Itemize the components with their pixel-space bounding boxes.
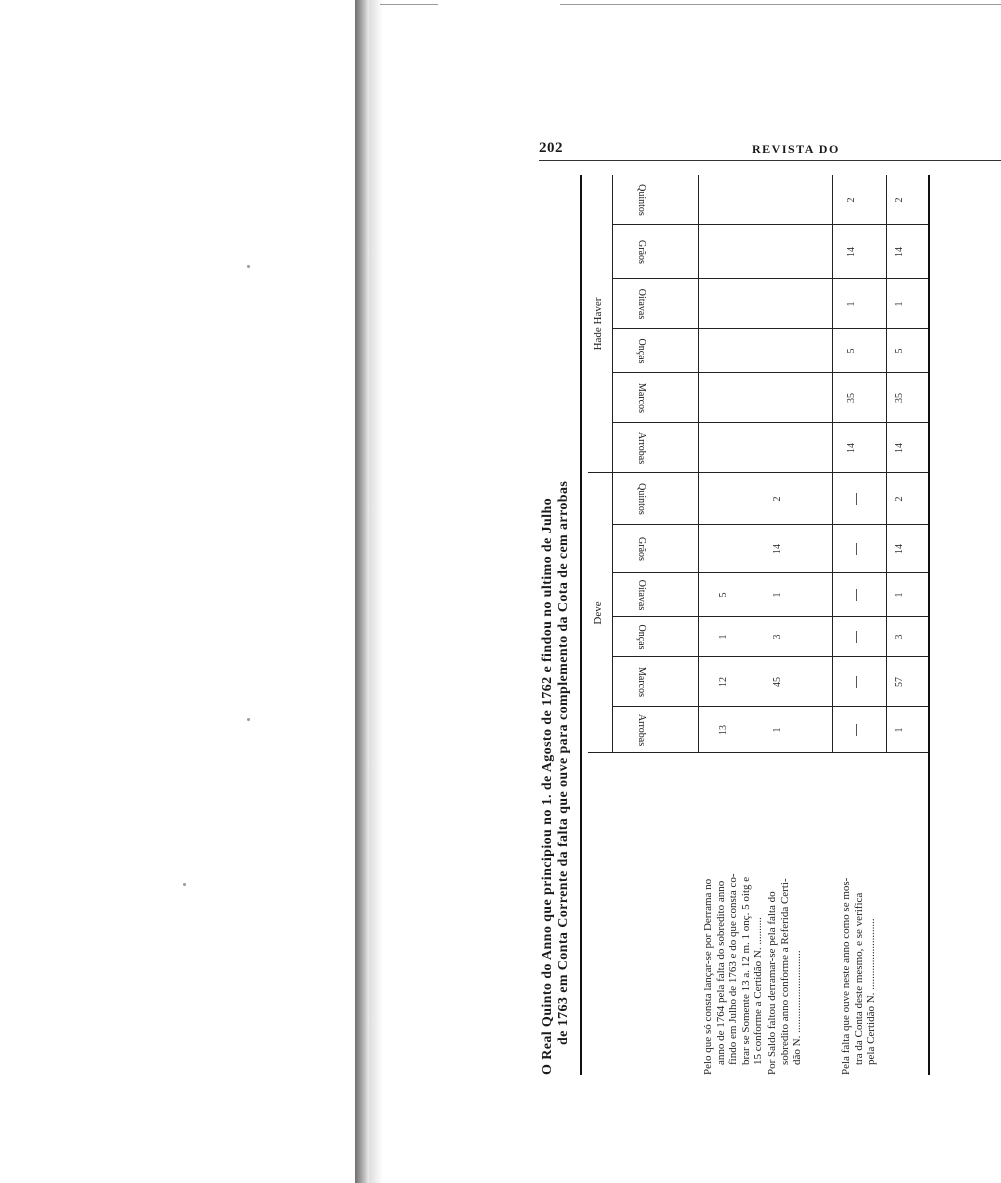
book-gutter xyxy=(355,0,369,1183)
table-title-line-2: de 1763 em Conta Corrente da falta que ouve para complemento da Cota de cem arrobas xyxy=(556,480,571,1045)
blank-dash xyxy=(856,543,857,555)
credit-total-graos: 14 xyxy=(894,247,905,257)
debit-total-oncas: 3 xyxy=(894,634,905,640)
entry-1-line: Pelo que só consta lançar-se por Derrama no xyxy=(702,878,714,1075)
debit-total-arrobas: 1 xyxy=(894,727,905,733)
debit-r1-oncas: 1 xyxy=(718,634,729,640)
credit-total-arrobas: 14 xyxy=(894,443,905,453)
running-title: REVISTA DO xyxy=(752,142,840,156)
debit-total-quintos: 2 xyxy=(894,496,905,502)
entry-2-line: dão N. .............................. xyxy=(791,950,803,1065)
totals-rule xyxy=(886,175,887,753)
header-rule xyxy=(539,160,1001,161)
col-sep xyxy=(612,278,928,279)
credit-quintos: 2 xyxy=(846,197,857,203)
credit-arrobas: 14 xyxy=(846,443,857,453)
debit-col-arrobas: Arrobas xyxy=(636,713,647,747)
debit-total-marcos: 57 xyxy=(894,677,905,687)
credit-col-quintos: Quintos xyxy=(636,184,647,216)
col-sep xyxy=(612,616,928,617)
entry-2-line: sobredito anno conforme a Referida Certi- xyxy=(778,878,791,1065)
rotated-table-page xyxy=(540,175,960,1075)
entry-1-line: findo em Julho de 1763 e do que consta co- xyxy=(727,873,739,1065)
debit-r2-quintos: 2 xyxy=(772,496,783,502)
entry-2-line: Por Saldo faltou derramar-se pela falta do xyxy=(766,891,778,1075)
credit-marcos: 35 xyxy=(846,393,857,403)
blank-dash xyxy=(856,589,857,601)
debit-col-marcos: Marcos xyxy=(636,667,647,697)
entry-3 xyxy=(840,757,878,1075)
scan-speck xyxy=(247,718,250,721)
col-sep xyxy=(612,524,928,525)
credit-col-arrobas: Arrobas xyxy=(636,431,647,465)
group-debit: Deve xyxy=(592,601,604,625)
col-sep xyxy=(612,656,928,657)
col-sep xyxy=(612,706,928,707)
debit-r2-oncas: 3 xyxy=(772,634,783,640)
credit-col-marcos: Marcos xyxy=(636,383,647,413)
debit-r1-oitavas: 5 xyxy=(718,592,729,598)
column-header-rule xyxy=(698,175,699,753)
debit-total-graos: 14 xyxy=(894,544,905,554)
debit-col-oncas: Onças xyxy=(636,624,647,650)
credit-graos: 14 xyxy=(846,247,857,257)
debit-r1-arrobas: 13 xyxy=(718,725,729,735)
credit-col-oncas: Onças xyxy=(636,338,647,364)
col-sep xyxy=(612,328,928,329)
book-gutter-shadow xyxy=(369,0,383,1183)
group-header-rule xyxy=(612,175,613,753)
debit-r1-marcos: 12 xyxy=(718,677,729,687)
credit-oitavas: 1 xyxy=(846,301,857,307)
blank-dash xyxy=(856,631,857,643)
scan-speck xyxy=(183,883,186,886)
entry-1-line: 15 conforme a Certidão N. .......... xyxy=(752,917,764,1065)
blank-dash xyxy=(856,724,857,736)
page-number: 202 xyxy=(539,140,563,156)
debit-total-oitavas: 1 xyxy=(894,592,905,598)
credit-col-oitavas: Oitavas xyxy=(636,288,647,320)
entry-3-line: pela Certidão N. .......................... xyxy=(865,918,877,1065)
group-credit: Hade Haver xyxy=(592,297,604,351)
col-sep xyxy=(612,372,928,373)
col-sep xyxy=(612,224,928,225)
credit-oncas: 5 xyxy=(846,348,857,354)
debit-col-quintos: Quintos xyxy=(636,483,647,515)
blank-dash xyxy=(856,676,857,688)
debit-col-graos: Grãos xyxy=(636,537,647,561)
entry-1 xyxy=(702,757,765,1075)
table-top-rule xyxy=(580,175,582,1075)
scan-edge-mark xyxy=(560,4,1001,5)
blank-dash xyxy=(856,493,857,505)
col-sep xyxy=(612,422,928,423)
entry-3-line: tra da Conta deste mesmo, e se verifica xyxy=(852,892,865,1065)
entry-2 xyxy=(766,757,804,1075)
credit-total-oncas: 5 xyxy=(894,348,905,354)
debit-r2-graos: 14 xyxy=(772,544,783,554)
table-bottom-rule xyxy=(928,175,930,1075)
credit-total-quintos: 2 xyxy=(894,197,905,203)
subtotal-rule xyxy=(832,175,833,753)
entry-3-line: Pela falta que ouve neste anno como se mos- xyxy=(840,877,852,1075)
credit-col-graos: Grãos xyxy=(636,240,647,264)
debit-r2-marcos: 45 xyxy=(772,677,783,687)
debit-r2-arrobas: 1 xyxy=(772,727,783,733)
col-sep xyxy=(612,572,928,573)
entry-1-line: anno de 1764 pela falta do sobredito anno xyxy=(714,880,727,1065)
entry-1-line: brar se Somente 13 a. 12 m. 1 onç. 5 oitg e xyxy=(739,876,752,1065)
credit-total-oitavas: 1 xyxy=(894,301,905,307)
scan-speck xyxy=(247,265,250,268)
scan-edge-mark xyxy=(380,4,438,5)
debit-r2-oitavas: 1 xyxy=(772,592,783,598)
credit-total-marcos: 35 xyxy=(894,393,905,403)
debit-col-oitavas: Oitavas xyxy=(636,579,647,611)
table-title-line-1: O Real Quinto do Anno que principiou no 1. de Agosto de 1762 e findou no ultimo de Julho xyxy=(540,497,555,1075)
table-title xyxy=(540,175,572,1075)
